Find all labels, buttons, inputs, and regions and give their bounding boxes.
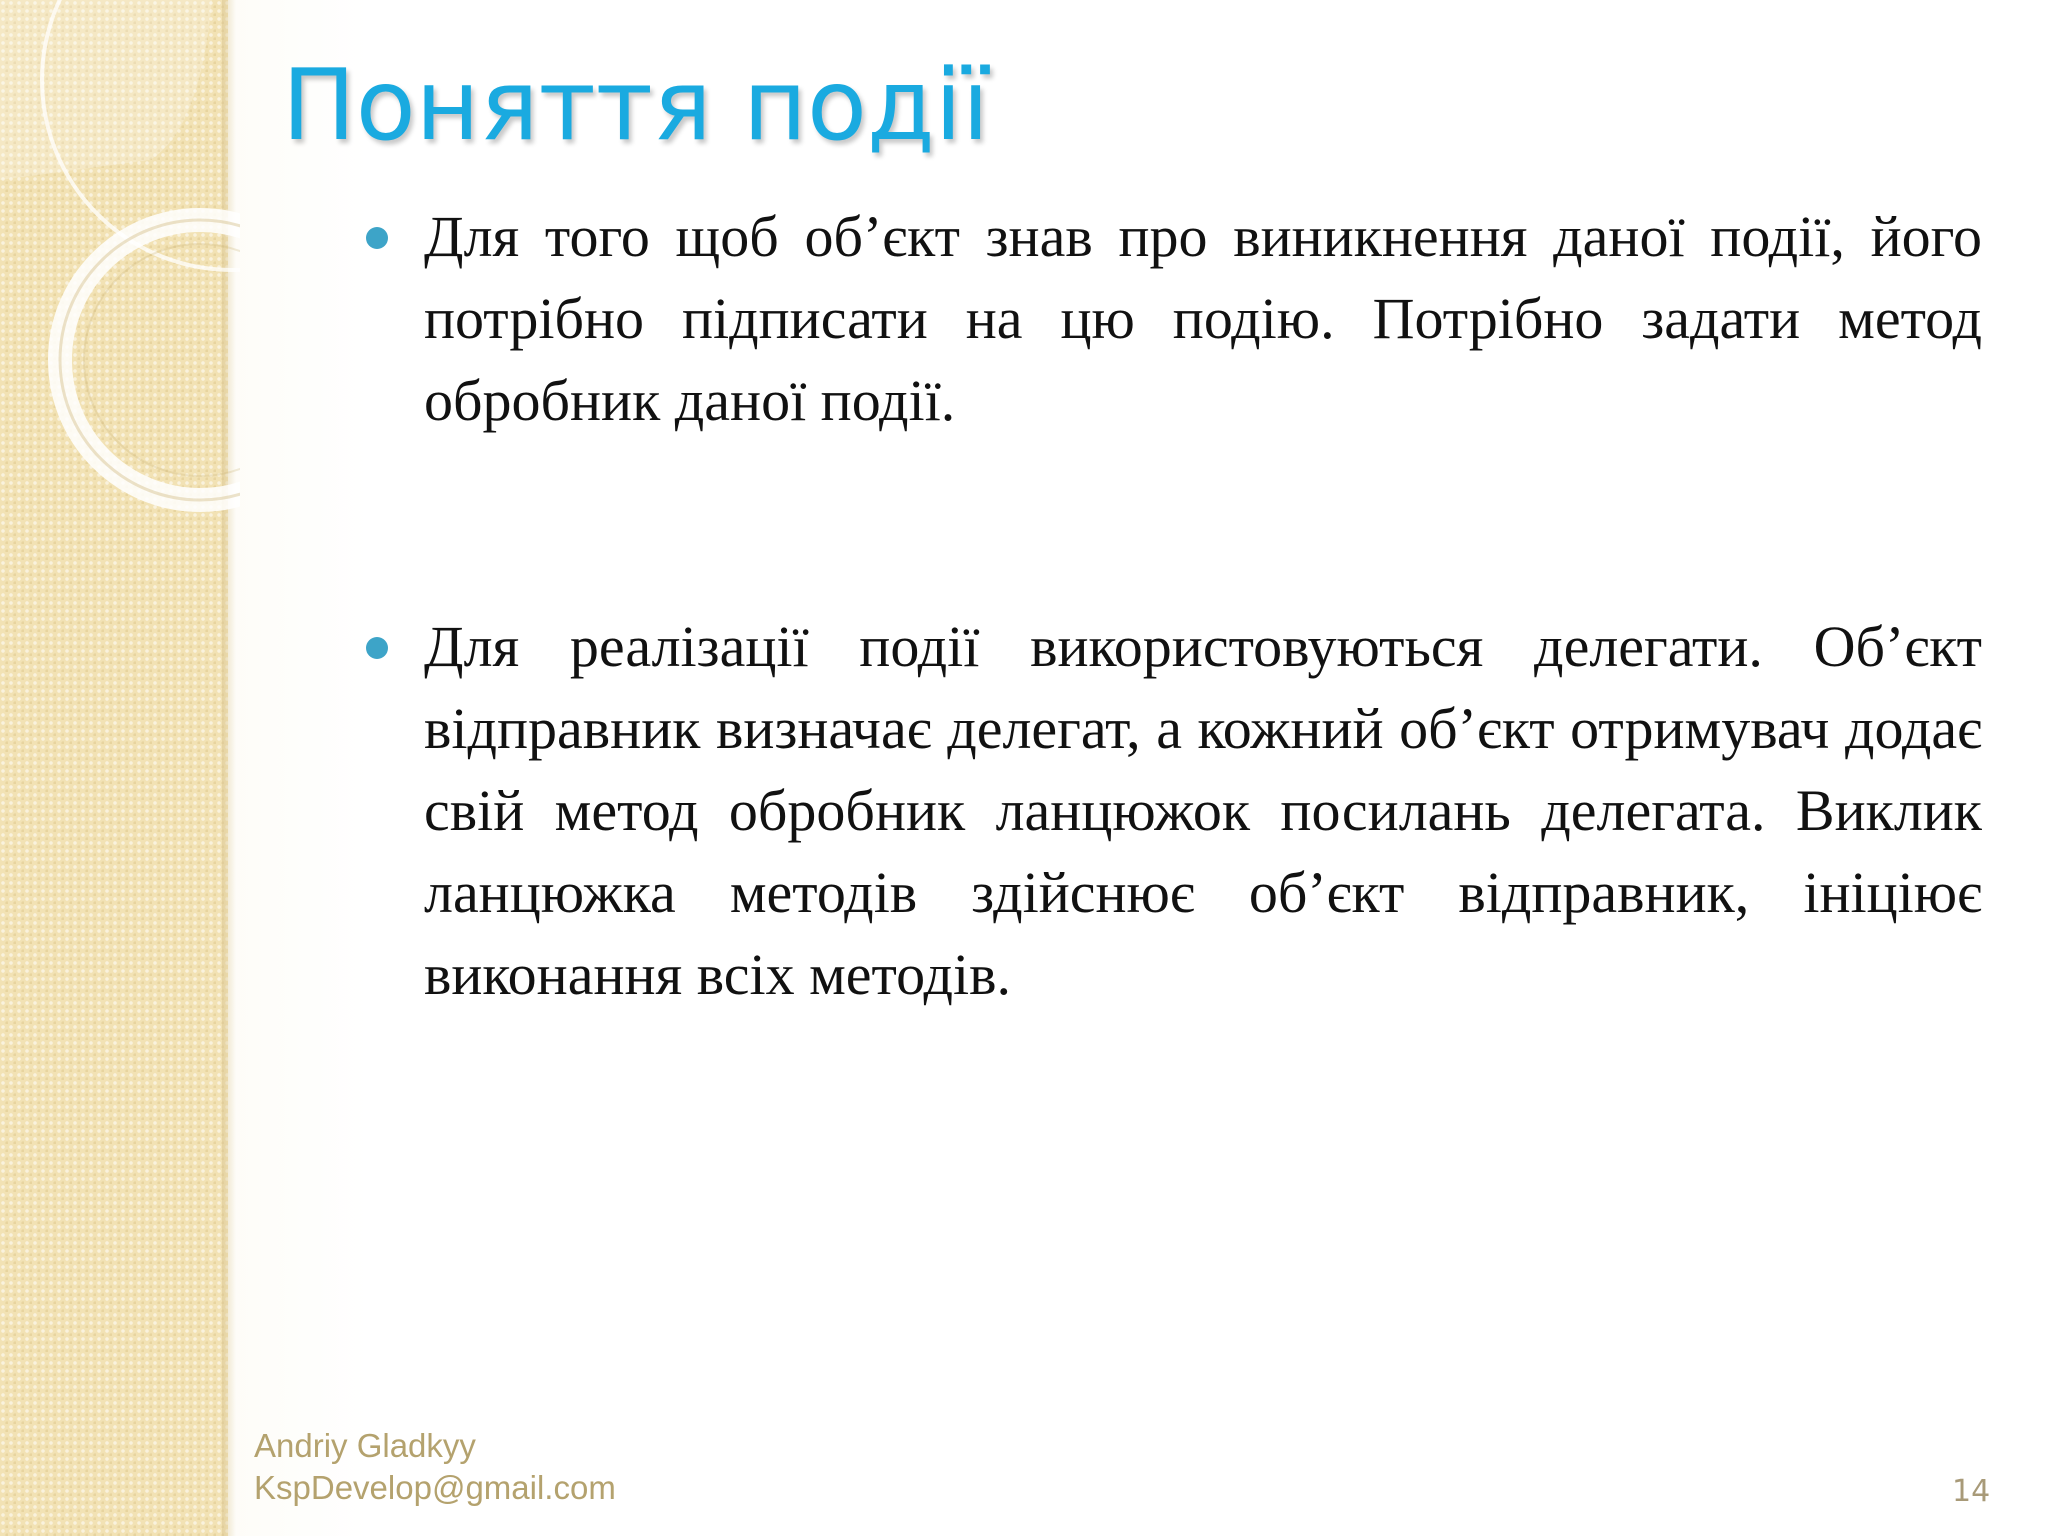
slide-title: Поняття події — [282, 49, 990, 163]
decorative-rings — [0, 0, 240, 520]
bullet-dot-icon — [366, 227, 388, 249]
footer-email: KspDevelop@gmail.com — [254, 1469, 616, 1506]
bullet-text: Для того щоб об’єкт знав про виникнення даної події, його потрібно підписати на цю подію. Потрібно задати метод обробник даної події. — [424, 204, 1982, 433]
bullet-text: Для реалізації події використовуються делегати. Об’єкт відправник визначає делегат, а кожний об’єкт отримувач додає свій метод обробник ланцюжок посилань делегата. Виклик ланцюжка методів здійснює об’єкт відправник, ініціює виконання всіх методів. — [424, 614, 1982, 1007]
bullet-dot-icon — [366, 637, 388, 659]
page-number: 14 — [1952, 1474, 1991, 1509]
bullet-item — [352, 606, 1982, 1016]
bullet-item — [352, 196, 1982, 442]
footer-author: Andriy Gladkyy — [254, 1427, 476, 1464]
bullet-list — [352, 196, 1982, 1016]
